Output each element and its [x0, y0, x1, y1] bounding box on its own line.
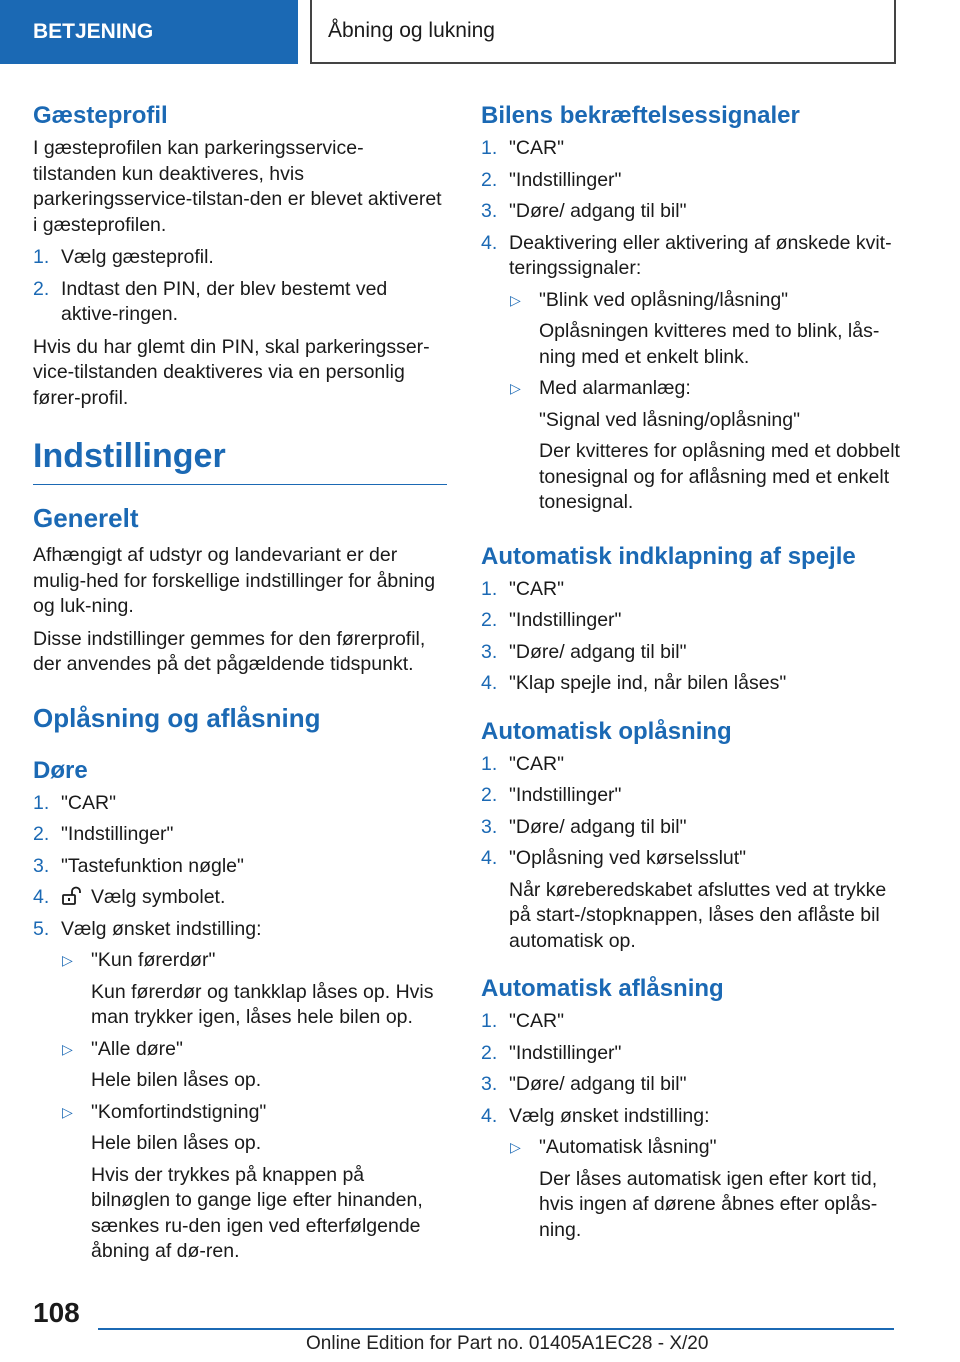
step-text: Vælg ønsket indstilling: — [61, 917, 262, 940]
list-item — [481, 846, 901, 954]
step-text: Vælg ønsket indstilling: — [509, 1104, 710, 1127]
option-item — [61, 1100, 447, 1265]
footer-divider — [98, 1328, 894, 1330]
heading-doors: Døre — [33, 756, 88, 784]
auto-lock-steps — [481, 1009, 901, 1249]
step-text: "Indstillinger" — [509, 1041, 622, 1064]
step-text: "Indstillinger" — [509, 784, 622, 806]
step-number: 3. — [481, 200, 498, 222]
step-text: Indtast den PIN, der blev bestemt ved aktive-ringen. — [61, 277, 388, 325]
guest-steps — [33, 245, 447, 328]
heading-general: Generelt — [33, 503, 139, 533]
heading-auto-lock: Automatisk aflåsning — [481, 975, 724, 1002]
step-number: 2. — [33, 823, 50, 845]
list-item — [481, 231, 901, 522]
list-item — [33, 791, 447, 817]
option-desc: Kun førerdør og tankklap låses op. Hvis man trykker igen, låses hele bilen op. — [91, 980, 434, 1028]
step-text: Vælg gæsteprofil. — [61, 246, 214, 268]
mirror-steps — [481, 577, 901, 697]
option-item — [509, 288, 901, 371]
option-title: "Kun førerdør" — [91, 949, 216, 971]
option-title: "Alle døre" — [91, 1037, 183, 1060]
heading-confirmation-signals: Bilens bekræftelsessignaler — [481, 102, 800, 129]
auto-unlock-steps — [481, 752, 901, 955]
heading-mirror-folding: Automatisk indklapning af spejle — [481, 542, 856, 570]
step-text: "Døre/ adgang til bil" — [509, 1073, 687, 1095]
list-item — [33, 854, 447, 880]
left-column — [33, 100, 447, 1278]
step-number: 2. — [481, 1041, 498, 1064]
unlock-icon — [61, 886, 87, 906]
step-text: "Døre/ adgang til bil" — [509, 200, 687, 222]
list-item — [33, 277, 447, 328]
option-desc: Der låses automatisk igen efter kort tid, hvis ingen af dørene åbnes efter oplås-ning. — [539, 1167, 878, 1241]
chapter-tab — [310, 0, 896, 64]
step-number: 5. — [33, 917, 50, 940]
list-item — [481, 168, 901, 194]
step-number: 4. — [481, 847, 498, 869]
step-number: 4. — [481, 231, 498, 254]
list-item — [481, 608, 901, 634]
step-number: 1. — [481, 752, 498, 775]
option-desc: "Signal ved låsning/oplåsning" — [539, 408, 801, 431]
step-text: "Tastefunktion nøgle" — [61, 854, 244, 877]
step-note: Når køreberedskabet afsluttes ved at trykke på start-/stopknappen, låses den aflåste bil automatisk op. — [509, 878, 887, 952]
option-title: Med alarmanlæg: — [539, 377, 691, 399]
heading-locking: Oplåsning og aflåsning — [33, 702, 321, 733]
step-number: 1. — [481, 1010, 498, 1032]
step-number: 1. — [481, 137, 498, 159]
step-number: 3. — [481, 815, 498, 838]
list-item — [481, 136, 901, 162]
list-item — [33, 822, 447, 848]
step-number: 1. — [33, 246, 50, 268]
step-number: 2. — [481, 609, 498, 631]
right-column — [481, 100, 901, 1256]
step-number: 1. — [481, 577, 498, 600]
list-item — [481, 815, 901, 841]
list-item — [481, 1009, 901, 1035]
option-item — [509, 376, 901, 516]
step-text: "Klap spejle ind, når bilen låses" — [509, 672, 787, 694]
heading-settings: Indstillinger — [33, 434, 447, 485]
doors-options — [61, 948, 447, 1265]
page-number: 108 — [33, 1297, 80, 1328]
option-title: "Komfortindstigning" — [91, 1100, 267, 1123]
doors-steps — [33, 791, 447, 1271]
heading-guest-profile: Gæsteprofil — [33, 102, 168, 129]
general-paragraph-1: Afhængigt af udstyr og landevariant er der mulig-hed for forskellige indstillinger for åbning og luk-ning. — [33, 544, 436, 617]
list-item — [481, 671, 901, 697]
option-item — [509, 1135, 901, 1243]
step-text: "Døre/ adgang til bil" — [509, 815, 687, 838]
list-item — [481, 640, 901, 666]
step-number: 4. — [481, 672, 498, 694]
list-item — [33, 245, 447, 271]
triangle-bullet-icon: ▷ — [510, 291, 521, 308]
list-item — [481, 1072, 901, 1098]
option-desc: Hele bilen låses op. — [91, 1132, 262, 1154]
step-number: 3. — [33, 854, 50, 877]
step-number: 3. — [481, 640, 498, 663]
list-item — [481, 783, 901, 809]
list-item — [481, 577, 901, 603]
option-desc: Der kvitteres for oplåsning med et dobbelt tonesignal og for aflåsning med et enkelt tonesignal. — [539, 440, 900, 513]
guest-paragraph-1: I gæsteprofilen kan parkeringsservice-tilstanden kun deaktiveres, hvis parkeringsservice-tilstan-den er blevet aktiveret i gæsteprofilen. — [33, 137, 442, 236]
step-text: "Indstillinger" — [61, 823, 174, 845]
option-desc: Hvis der trykkes på knappen på bilnøglen to gange lige efter hinanden, sænkes ru-den igen ved efterfølgende åbning af dø-ren. — [91, 1163, 423, 1262]
triangle-bullet-icon: ▷ — [510, 380, 521, 396]
step-number: 2. — [481, 784, 498, 806]
step-text: "CAR" — [509, 577, 565, 600]
list-item — [481, 1041, 901, 1067]
option-desc: Oplåsningen kvitteres med to blink, lås-ning med et enkelt blink. — [539, 320, 880, 368]
step-text: Vælg symbolet. — [91, 886, 226, 908]
chapter-label: Åbning og lukning — [328, 19, 495, 42]
guest-paragraph-2: Hvis du har glemt din PIN, skal parkeringsser-vice-tilstanden deaktiveres via en personlig fører-profil. — [33, 335, 430, 409]
step-text: "CAR" — [61, 791, 117, 814]
step-number: 1. — [33, 791, 50, 814]
footer-edition: Online Edition for Part no. 01405A1EC28 - X/20 — [306, 1333, 709, 1354]
triangle-bullet-icon: ▷ — [510, 1139, 521, 1155]
section-label: BETJENING — [33, 20, 154, 43]
step-number: 4. — [481, 1104, 498, 1127]
option-desc: Hele bilen låses op. — [91, 1069, 262, 1091]
step-text: "Oplåsning ved kørselsslut" — [509, 847, 747, 869]
triangle-bullet-icon: ▷ — [62, 952, 73, 968]
step-number: 2. — [481, 168, 498, 191]
step-text: "Døre/ adgang til bil" — [509, 640, 687, 663]
step-text: "CAR" — [509, 137, 565, 159]
list-item — [481, 199, 901, 225]
list-item — [481, 1104, 901, 1250]
option-title: "Automatisk låsning" — [539, 1136, 717, 1158]
confirm-options — [509, 288, 901, 516]
confirm-steps — [481, 136, 901, 522]
heading-auto-unlock: Automatisk oplåsning — [481, 717, 732, 745]
option-title: "Blink ved oplåsning/låsning" — [539, 288, 789, 311]
step-text: "CAR" — [509, 752, 565, 775]
triangle-bullet-icon: ▷ — [62, 1103, 73, 1120]
step-text: "Indstillinger" — [509, 168, 622, 191]
section-tab — [0, 0, 298, 64]
step-number: 2. — [33, 277, 50, 300]
list-item — [33, 917, 447, 1271]
step-text: Deaktivering eller aktivering af ønskede kvit-teringssignaler: — [509, 231, 892, 279]
step-text: "CAR" — [509, 1010, 565, 1032]
step-text: "Indstillinger" — [509, 609, 622, 631]
general-paragraph-2: Disse indstillinger gemmes for den førerprofil, der anvendes på det pågældende tidspunkt. — [33, 627, 426, 675]
list-item — [481, 752, 901, 778]
triangle-bullet-icon: ▷ — [62, 1040, 73, 1057]
option-item — [61, 948, 447, 1031]
step-number: 4. — [33, 886, 50, 908]
list-item — [33, 885, 447, 911]
auto-lock-options — [509, 1135, 901, 1243]
option-item — [61, 1037, 447, 1094]
step-number: 3. — [481, 1073, 498, 1095]
